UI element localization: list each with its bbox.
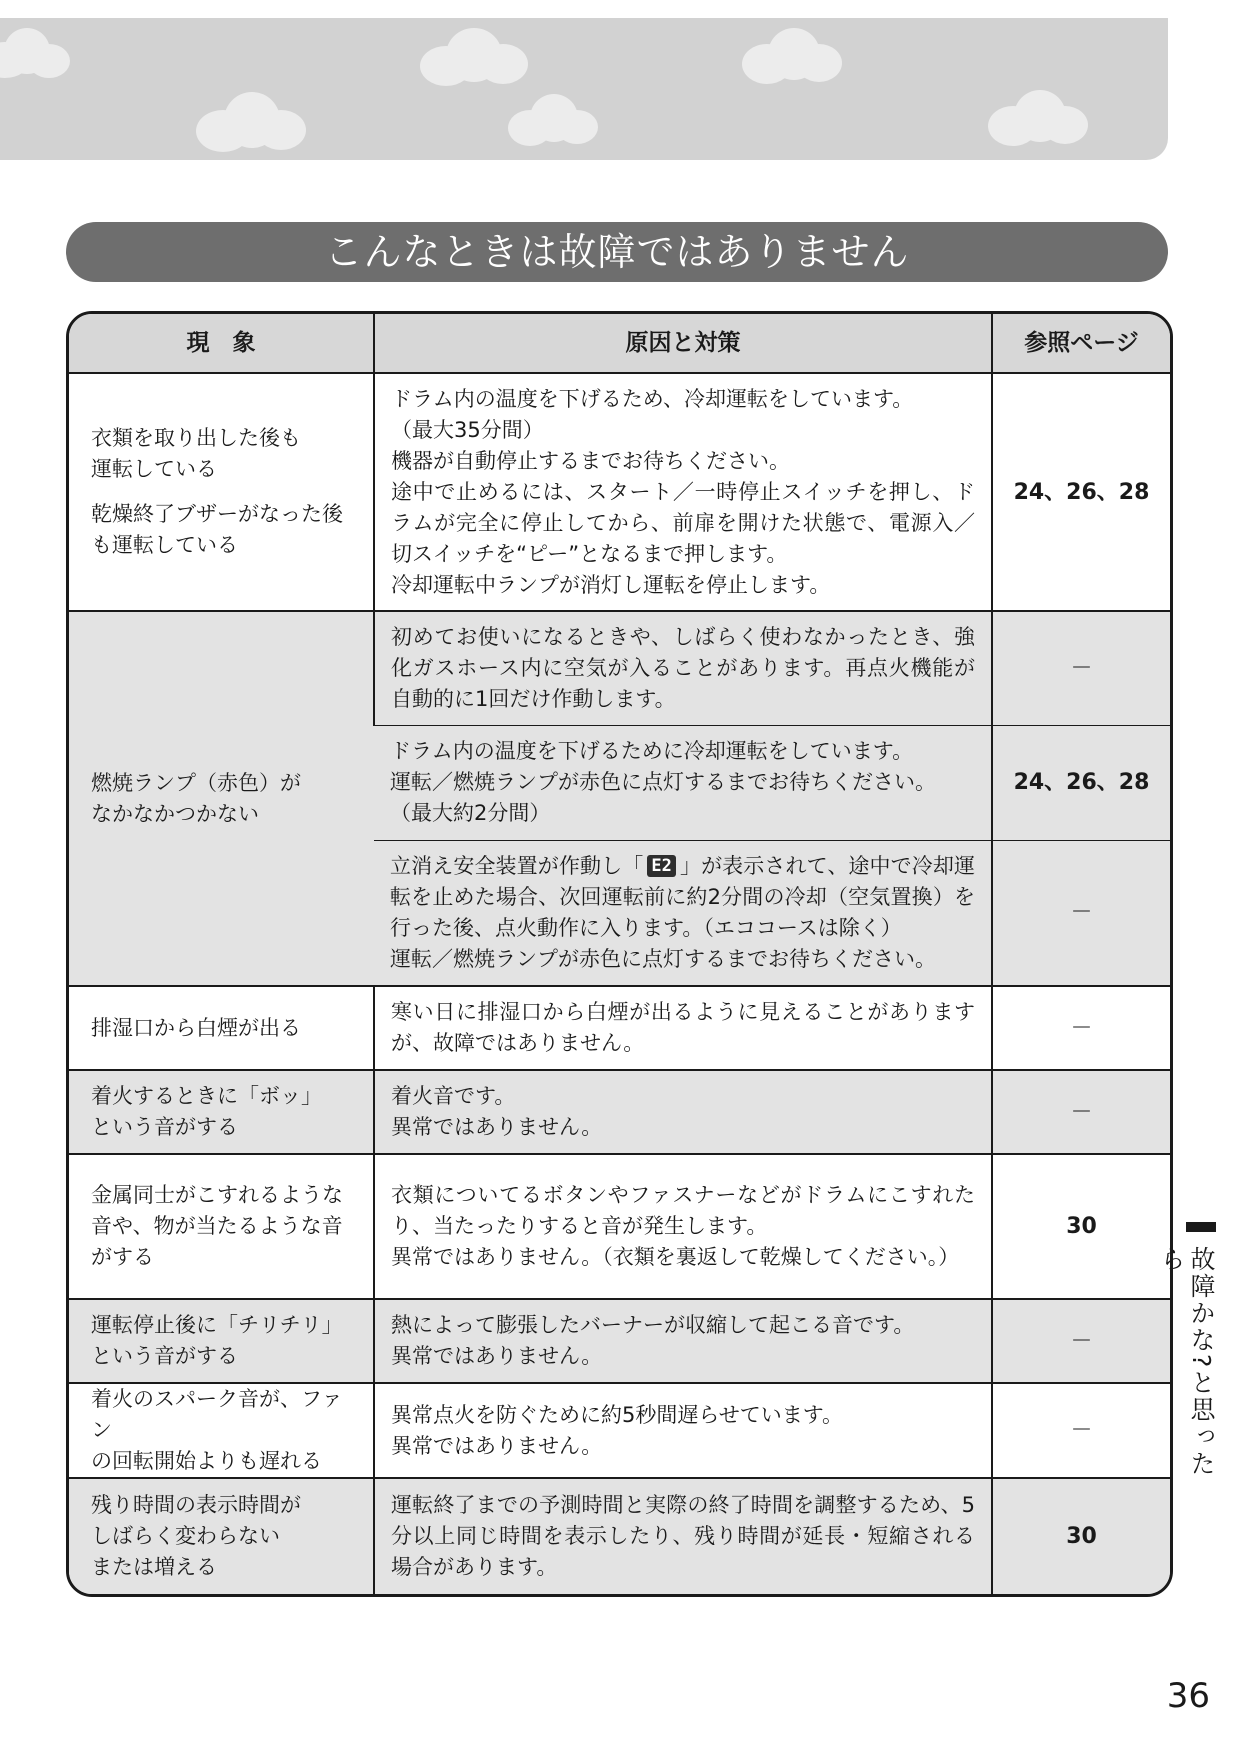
ref-cell: － — [992, 840, 1170, 986]
symptom-cell: 運転停止後に「チリチリ」 という音がする — [69, 1299, 374, 1383]
cause-cell: 着火音です。 異常ではありません。 — [374, 1070, 992, 1154]
ref-cell: － — [992, 986, 1170, 1070]
cause-cell: ドラム内の温度を下げるために冷却運転をしています。 運転／燃焼ランプが赤色に点灯するまでお待ちください。 （最大約2分間） — [374, 725, 992, 840]
error-code-display-icon: E2 — [647, 855, 675, 877]
cloud-icon — [420, 28, 528, 86]
table-row — [69, 1070, 1170, 1154]
troubleshooting-table — [66, 311, 1173, 1597]
cause-cell: ドラム内の温度を下げるため、冷却運転をしています。 （最大35分間） 機器が自動停止するまでお待ちください。 途中で止めるには、スタート／一時停止スイッチを押し、ドラムが完全に停止してから、前扉を開けた状態で、電源入／切スイッチを“ピー”となるまで押します。 冷却運転中ランプが消灯し運転を停止します。 — [374, 373, 992, 611]
header-ref: 参照ページ — [992, 314, 1170, 373]
section-marker — [1186, 1222, 1216, 1232]
cloud-banner — [0, 18, 1168, 160]
ref-cell: － — [992, 611, 1170, 725]
header-cause: 原因と対策 — [374, 314, 992, 373]
cause-cell: 初めてお使いになるときや、しばらく使わなかったとき、強化ガスホース内に空気が入ることがあります。再点火機能が自動的に1回だけ作動します。 — [374, 611, 992, 725]
ref-cell: 30 — [992, 1478, 1170, 1594]
cloud-icon — [0, 28, 70, 78]
ref-cell: － — [992, 1383, 1170, 1478]
table-row — [69, 1478, 1170, 1594]
table-row — [69, 986, 1170, 1070]
table-row — [69, 1154, 1170, 1299]
symptom-cell: 衣類を取り出した後も 運転している 乾燥終了ブザーがなった後 も運転している — [91, 426, 343, 557]
cloud-icon — [508, 94, 598, 146]
cause-cell: 衣類についてるボタンやファスナーなどがドラムにこすれたり、当たったりすると音が発生します。 異常ではありません。（衣類を裏返して乾燥してください。） — [374, 1154, 992, 1299]
cloud-icon — [196, 92, 306, 152]
cause-cell: 熱によって膨張したバーナーが収縮して起こる音です。 異常ではありません。 — [374, 1299, 992, 1383]
table-row — [69, 373, 1170, 611]
cloud-icon — [988, 90, 1088, 146]
symptom-cell: 金属同士がこすれるような 音や、物が当たるような音 がする — [69, 1154, 374, 1299]
cloud-icon — [742, 28, 842, 84]
cause-cell: 寒い日に排湿口から白煙が出るように見えることがありますが、故障ではありません。 — [374, 986, 992, 1070]
symptom-cell: 排湿口から白煙が出る — [69, 986, 374, 1070]
ref-cell: － — [992, 1299, 1170, 1383]
ref-cell: － — [992, 1070, 1170, 1154]
table-row — [69, 1299, 1170, 1383]
symptom-cell: 着火するときに「ボッ」 という音がする — [69, 1070, 374, 1154]
symptom-cell: 着火のスパーク音が、ファン の回転開始よりも遅れる — [69, 1383, 374, 1478]
symptom-cell: 残り時間の表示時間が しばらく変わらない または増える — [69, 1478, 374, 1594]
cause-cell: 異常点火を防ぐために約5秒間遅らせています。 異常ではありません。 — [374, 1383, 992, 1478]
cause-cell: 立消え安全装置が作動し「 E2 」が表示されて、途中で冷却運転を止めた場合、次回運転前に約2分間の冷却（空気置換）を行った後、点火動作に入ります。（エココースは除く） 運転／燃焼ランプが赤色に点灯するまでお待ちください。 — [374, 840, 992, 986]
page-title: こんなときは故障ではありません — [66, 222, 1168, 282]
table-row — [69, 1383, 1170, 1478]
ref-cell: 30 — [992, 1154, 1170, 1299]
section-side-tab — [1157, 1222, 1216, 1502]
table-row — [69, 611, 1170, 725]
section-label: 故障かな?と思ったら — [1157, 1246, 1216, 1478]
symptom-cell: 燃焼ランプ（赤色）が なかなかつかない — [69, 611, 374, 986]
ref-cell: 24、26、28 — [992, 725, 1170, 840]
cause-cell: 運転終了までの予測時間と実際の終了時間を調整するため、5分以上同じ時間を表示したり、残り時間が延長・短縮される場合があります。 — [374, 1478, 992, 1594]
ref-cell: 24、26、28 — [992, 373, 1170, 611]
header-symptom: 現 象 — [69, 314, 374, 373]
page-number: 36 — [1166, 1676, 1210, 1716]
